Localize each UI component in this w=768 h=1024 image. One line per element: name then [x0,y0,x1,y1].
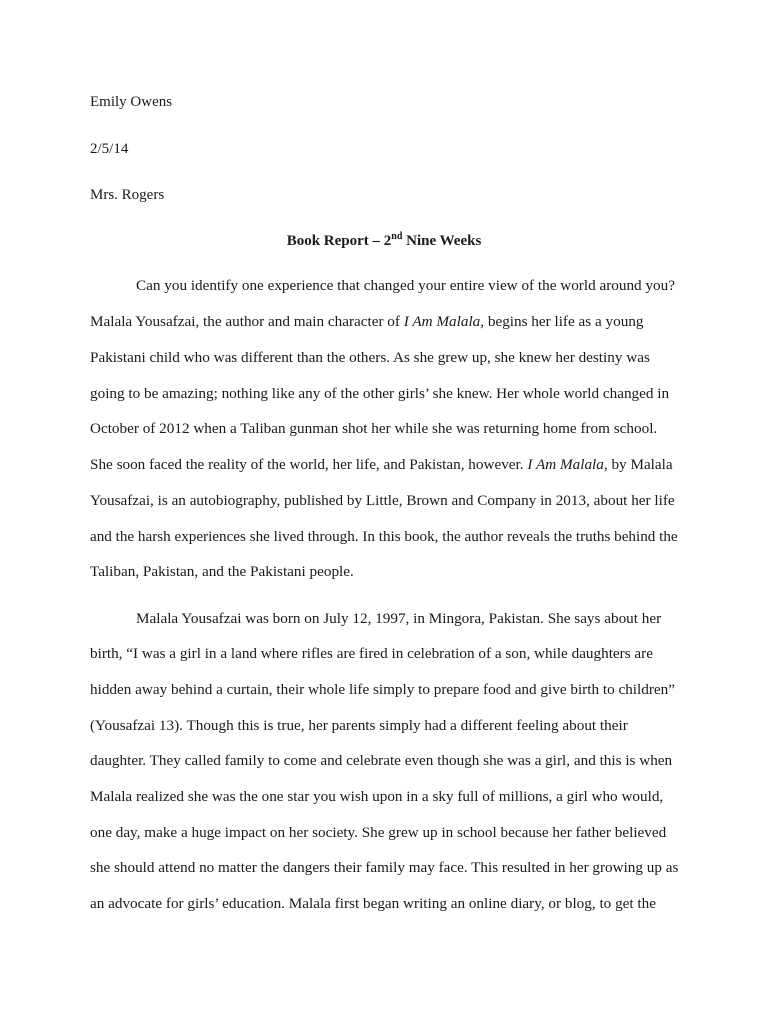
p1-line-7: Yousafzai, is an autobiography, published by Little, Brown and Company in 2013, about her life [90,492,675,509]
p1-line-6 [90,456,673,474]
p1-line-6-b: , by Malala [603,456,673,473]
p2-line-9: an advocate for girls’ education. Malala first began writing an online diary, or blog, to get the [90,895,656,912]
p1-book-title-2: I Am Malala [527,456,604,473]
p2-line-7: one day, make a huge impact on her society. She grew up in school because her father believed [90,824,667,841]
p1-line-9: Taliban, Pakistan, and the Pakistani people. [90,563,354,580]
p1-line-8: and the harsh experiences she lived through. In this book, the author reveals the truths behind the [90,528,678,545]
title-suffix: Nine Weeks [402,233,482,249]
p1-line-4: going to be amazing; nothing like any of the other girls’ she knew. Her whole world changed in [90,385,670,402]
p2-line-4: (Yousafzai 13). Though this is true, her parents simply had a different feeling about their [90,717,628,734]
p2-line-1: Malala Yousafzai was born on July 12, 1997, in Mingora, Pakistan. She says about her [136,610,662,627]
p2-line-8: she should attend no matter the dangers their family may face. This resulted in her growing up as [90,859,679,876]
title-prefix: Book Report – 2 [286,233,392,249]
teacher-name: Mrs. Rogers [90,187,165,203]
date: 2/5/14 [90,141,129,157]
p1-book-title: I Am Malala, [403,313,485,330]
p2-line-6: Malala realized she was the one star you wish upon in a sky full of millions, a girl who would, [90,788,664,805]
p2-line-3: hidden away behind a curtain, their whole life simply to prepare food and give birth to children” [90,681,675,698]
p2-line-2: birth, “I was a girl in a land where rifles are fired in celebration of a son, while daughters are [90,645,653,662]
report-title [0,232,768,250]
p1-line-3: Pakistani child who was different than the others. As she grew up, she knew her destiny was [90,349,650,366]
p1-line-5: October of 2012 when a Taliban gunman shot her while she was returning home from school. [90,420,658,437]
author-name: Emily Owens [90,94,173,110]
title-superscript: nd [391,231,403,242]
p1-line-2-b: begins her life as a young [484,313,644,330]
p1-line-1: Can you identify one experience that changed your entire view of the world around you? [136,277,675,294]
p1-line-6-a: She soon faced the reality of the world, her life, and Pakistan, however. [90,456,528,473]
p1-line-2 [90,313,644,331]
p2-line-5: daughter. They called family to come and celebrate even though she was a girl, and this is when [90,752,673,769]
p1-line-2-a: Malala Yousafzai, the author and main character of [90,313,404,330]
